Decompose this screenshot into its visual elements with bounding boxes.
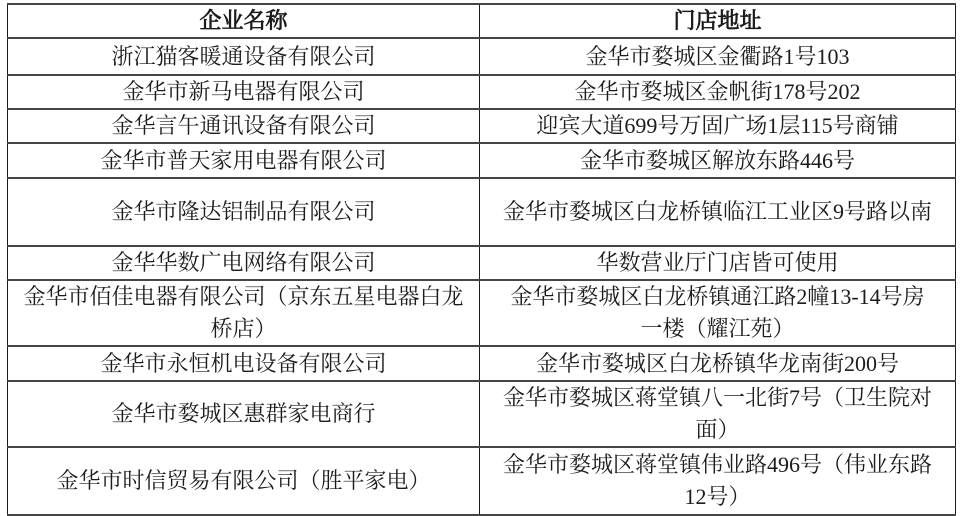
company-name-cell: 金华市时信贸易有限公司（胜平家电）	[8, 447, 480, 515]
store-address-cell: 金华市婺城区蒋堂镇八一北街7号（卫生院对面）	[480, 381, 956, 447]
header-row	[8, 4, 956, 38]
store-address-cell: 金华市婺城区金衢路1号103	[480, 38, 956, 75]
store-address-cell: 迎宾大道699号万固广场1层115号商铺	[480, 109, 956, 143]
store-address-cell: 金华市婺城区蒋堂镇伟业路496号（伟业东路12号）	[480, 447, 956, 515]
store-address-table	[7, 3, 956, 516]
table-row	[8, 447, 956, 515]
store-address-cell: 金华市婺城区白龙桥镇临江工业区9号路以南	[480, 178, 956, 246]
column-header-store-address: 门店地址	[480, 4, 956, 38]
store-address-cell: 金华市婺城区白龙桥镇通江路2幢13-14号房一楼（耀江苑）	[480, 280, 956, 346]
column-header-company-name: 企业名称	[8, 4, 480, 38]
table-row	[8, 75, 956, 109]
company-name-cell: 金华言午通讯设备有限公司	[8, 109, 480, 143]
table-row	[8, 38, 956, 75]
table-row	[8, 109, 956, 143]
company-name-cell: 金华市普天家用电器有限公司	[8, 143, 480, 178]
company-name-cell: 金华市佰佳电器有限公司（京东五星电器白龙桥店）	[8, 280, 480, 346]
table-row	[8, 346, 956, 381]
table-row	[8, 178, 956, 246]
company-name-cell: 金华华数广电网络有限公司	[8, 246, 480, 280]
store-address-cell: 华数营业厅门店皆可使用	[480, 246, 956, 280]
company-name-cell: 金华市新马电器有限公司	[8, 75, 480, 109]
store-address-cell: 金华市婺城区解放东路446号	[480, 143, 956, 178]
table-row	[8, 143, 956, 178]
table-row	[8, 246, 956, 280]
company-name-cell: 金华市隆达铝制品有限公司	[8, 178, 480, 246]
company-name-cell: 金华市婺城区惠群家电商行	[8, 381, 480, 447]
table-row	[8, 381, 956, 447]
company-name-cell: 浙江猫客暖通设备有限公司	[8, 38, 480, 75]
store-address-cell: 金华市婺城区金帆街178号202	[480, 75, 956, 109]
table-row	[8, 280, 956, 346]
store-address-cell: 金华市婺城区白龙桥镇华龙南街200号	[480, 346, 956, 381]
company-name-cell: 金华市永恒机电设备有限公司	[8, 346, 480, 381]
